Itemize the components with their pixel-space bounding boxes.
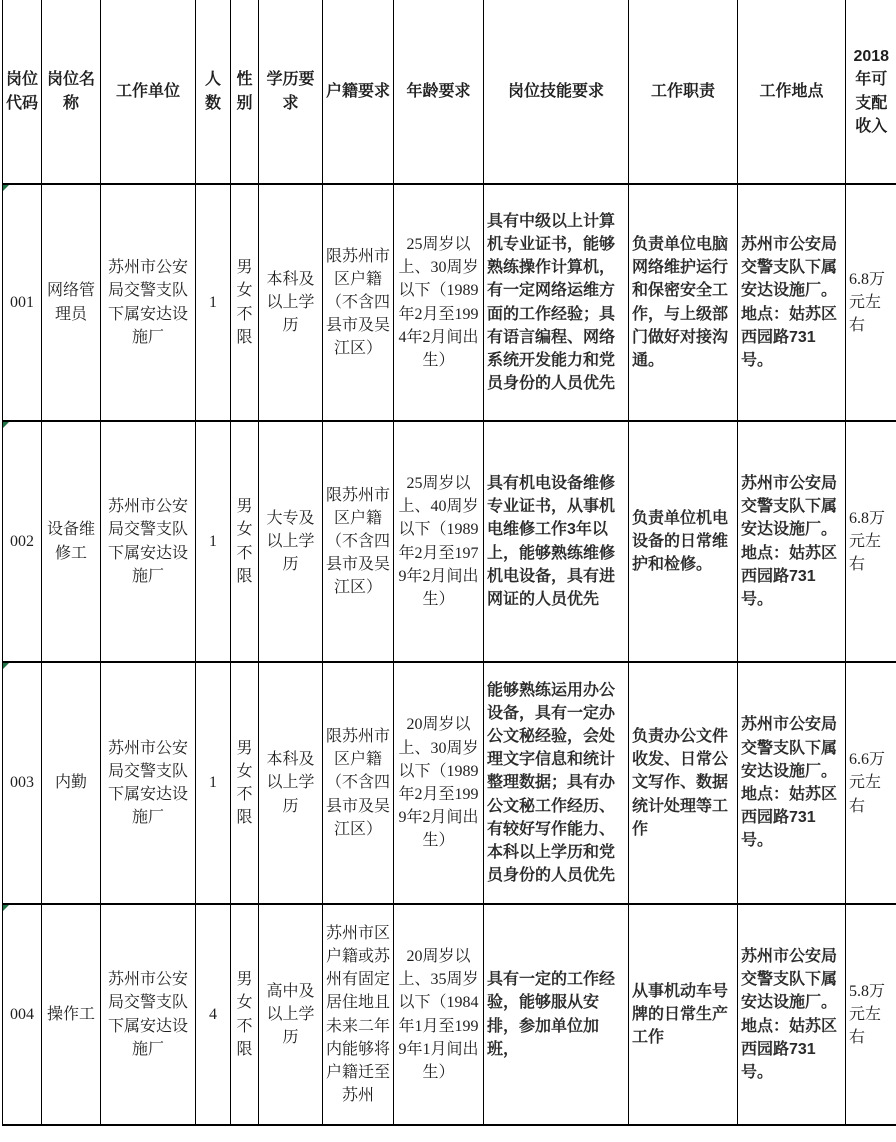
cell-unit: 苏州市公安局交警支队下属安达设施厂 [101, 184, 196, 421]
cell-code [3, 662, 42, 904]
cell-duties: 负责单位电脑网络维护运行和保密安全工作，与上级部门做好对接沟通。 [629, 184, 738, 421]
cell-education: 本科及以上学历 [259, 662, 323, 904]
cell-count: 1 [196, 184, 231, 421]
cell-location: 苏州市公安局交警支队下属安达设施厂。地点：姑苏区西园路731号。 [738, 904, 846, 1125]
header-cell-code: 岗位代码 [3, 0, 42, 184]
header-cell-location: 工作地点 [738, 0, 846, 184]
table-row [3, 184, 896, 421]
cell-name: 操作工 [42, 904, 101, 1125]
cell-duties: 负责办公文件收发、日常公文写作、数据统计处理等工作 [629, 662, 738, 904]
header-cell-education: 学历要求 [259, 0, 323, 184]
cell-hukou: 限苏州市区户籍（不含四县市及吴江区） [323, 662, 394, 904]
cell-hukou: 限苏州市区户籍（不含四县市及吴江区） [323, 421, 394, 662]
cell-count: 4 [196, 904, 231, 1125]
cell-error-indicator-icon [3, 422, 9, 428]
cell-unit: 苏州市公安局交警支队下属安达设施厂 [101, 662, 196, 904]
cell-skills: 具有中级以上计算机专业证书，能够熟练操作计算机，有一定网络运维方面的工作经验；具有语言编程、网络系统开发能力和党员身份的人员优先 [484, 184, 629, 421]
cell-name: 内勤 [42, 662, 101, 904]
cell-location: 苏州市公安局交警支队下属安达设施厂。地点：姑苏区西园路731号。 [738, 421, 846, 662]
cell-code-text: 001 [10, 293, 34, 311]
header-cell-income: 2018年可支配收入 [846, 0, 896, 184]
header-cell-hukou: 户籍要求 [323, 0, 394, 184]
cell-code-text: 004 [10, 1005, 34, 1023]
header-cell-name: 岗位名称 [42, 0, 101, 184]
header-row [3, 0, 896, 184]
cell-age: 25周岁以上、40周岁以下（1989年2月至1979年2月间出生） [394, 421, 484, 662]
cell-education: 高中及以上学历 [259, 904, 323, 1125]
cell-gender: 男女不限 [231, 662, 259, 904]
header-cell-age: 年龄要求 [394, 0, 484, 184]
cell-skills: 具有机电设备维修专业证书，从事机电维修工作3年以上，能够熟练维修机电设备，具有进网证的人员优先 [484, 421, 629, 662]
cell-education: 本科及以上学历 [259, 184, 323, 421]
table-row [3, 904, 896, 1125]
cell-age: 25周岁以上、30周岁以下（1989年2月至1994年2月间出生） [394, 184, 484, 421]
cell-duties: 从事机动车号牌的日常生产工作 [629, 904, 738, 1125]
job-postings-table [2, 0, 896, 1126]
header-cell-duties: 工作职责 [629, 0, 738, 184]
cell-count: 1 [196, 662, 231, 904]
cell-education: 大专及以上学历 [259, 421, 323, 662]
header-cell-count: 人数 [196, 0, 231, 184]
cell-name: 设备维修工 [42, 421, 101, 662]
cell-error-indicator-icon [3, 905, 9, 911]
cell-count: 1 [196, 421, 231, 662]
cell-income: 6.6万元左右 [846, 662, 896, 904]
table-row [3, 421, 896, 662]
cell-code [3, 421, 42, 662]
header-cell-gender: 性别 [231, 0, 259, 184]
cell-gender: 男女不限 [231, 184, 259, 421]
cell-gender: 男女不限 [231, 421, 259, 662]
header-cell-skills: 岗位技能要求 [484, 0, 629, 184]
cell-location: 苏州市公安局交警支队下属安达设施厂。地点：姑苏区西园路731号。 [738, 662, 846, 904]
cell-skills: 能够熟练运用办公设备，具有一定办公文秘经验，会处理文字信息和统计整理数据；具有办公文秘工作经历、有较好写作能力、本科以上学历和党员身份的人员优先 [484, 662, 629, 904]
header-cell-unit: 工作单位 [101, 0, 196, 184]
cell-code [3, 184, 42, 421]
cell-hukou: 限苏州市区户籍（不含四县市及吴江区） [323, 184, 394, 421]
cell-code [3, 904, 42, 1125]
cell-age: 20周岁以上、30周岁以下（1989年2月至1999年2月间出生） [394, 662, 484, 904]
table-row [3, 662, 896, 904]
cell-income: 6.8万元左右 [846, 184, 896, 421]
cell-location: 苏州市公安局交警支队下属安达设施厂。地点：姑苏区西园路731号。 [738, 184, 846, 421]
cell-code-text: 002 [10, 532, 34, 550]
cell-code-text: 003 [10, 774, 34, 792]
cell-unit: 苏州市公安局交警支队下属安达设施厂 [101, 421, 196, 662]
cell-income: 6.8万元左右 [846, 421, 896, 662]
cell-age: 20周岁以上、35周岁以下（1984年1月至1999年1月间出生） [394, 904, 484, 1125]
cell-name: 网络管理员 [42, 184, 101, 421]
cell-error-indicator-icon [3, 663, 9, 669]
cell-error-indicator-icon [3, 185, 9, 191]
cell-skills: 具有一定的工作经验，能够服从安排，参加单位加班， [484, 904, 629, 1125]
cell-income: 5.8万元左右 [846, 904, 896, 1125]
cell-gender: 男女不限 [231, 904, 259, 1125]
cell-duties: 负责单位机电设备的日常维护和检修。 [629, 421, 738, 662]
cell-unit: 苏州市公安局交警支队下属安达设施厂 [101, 904, 196, 1125]
cell-hukou: 苏州市区户籍或苏州有固定居住地且未来二年内能够将户籍迁至苏州 [323, 904, 394, 1125]
